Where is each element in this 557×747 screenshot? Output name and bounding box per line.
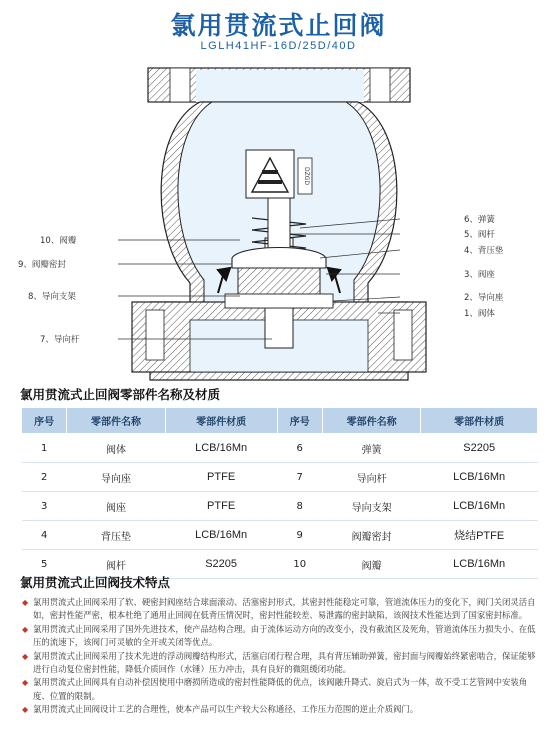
callout-5: 5、阀杆	[464, 230, 495, 240]
part-material: LCB/16Mn	[421, 550, 538, 579]
page-title: 氯用贯流式止回阀	[170, 11, 387, 40]
callout-10: 10、阀瓣	[40, 236, 77, 246]
part-name: 背压垫	[67, 521, 165, 550]
callout-7: 7、导向杆	[40, 335, 80, 345]
part-no: 1	[22, 434, 67, 463]
features-list	[22, 596, 542, 717]
callout-6: 6、弹簧	[464, 215, 495, 225]
part-material: PTFE	[165, 492, 277, 521]
part-material: LCB/16Mn	[421, 463, 538, 492]
part-no: 6	[277, 434, 322, 463]
feature-text: 氯用贯流式止回阀采用了软、硬密封阀座结合球面滚动、活塞密封形式，其密封性能稳定可靠，管道流体压力的变化下，阀门关闭灵活自如，密封性能严密，根本杜绝了通用止回阀在低背压情况时，密封性能较差、易泄露的密封缺陷，该阀技术性能达到了国家密封标准。	[33, 597, 536, 621]
callout-9: 9、阀瓣密封	[18, 260, 66, 270]
part-material: 烧结PTFE	[421, 521, 538, 550]
header-no: 序号	[277, 408, 322, 434]
table-row	[22, 434, 538, 463]
list-item	[22, 703, 542, 716]
part-no: 4	[22, 521, 67, 550]
logo-text: DZGD	[303, 167, 310, 185]
header-material: 零部件材质	[421, 408, 538, 434]
list-item	[22, 676, 542, 703]
part-material: LCB/16Mn	[165, 521, 277, 550]
part-no: 2	[22, 463, 67, 492]
table-row	[22, 521, 538, 550]
part-name: 阀杆	[67, 550, 165, 579]
list-item	[22, 650, 542, 677]
parts-section-title: 氯用贯流式止回阀零部件名称及材质	[20, 387, 221, 402]
callout-2: 2、导向座	[464, 293, 504, 303]
bullet-icon: ◆	[22, 624, 29, 634]
callout-1: 1、阀体	[464, 309, 495, 319]
part-name: 阀瓣密封	[322, 521, 420, 550]
table-row	[22, 463, 538, 492]
part-material: LCB/16Mn	[421, 492, 538, 521]
part-name: 阀座	[67, 492, 165, 521]
part-material: S2205	[421, 434, 538, 463]
part-name: 弹簧	[322, 434, 420, 463]
part-name: 导向杆	[322, 463, 420, 492]
parts-table	[21, 407, 538, 579]
header-no: 序号	[22, 408, 67, 434]
part-name: 导向支架	[322, 492, 420, 521]
model-number: LGLH41HF-16D/25D/40D	[200, 40, 357, 52]
part-no: 10	[277, 550, 322, 579]
table-row	[22, 492, 538, 521]
header-material: 零部件材质	[165, 408, 277, 434]
feature-text: 氯用贯流式止回阀采用了技术先进的浮动阀瓣结构形式，活塞启闭行程合理，具有背压辅助弹簧，密封面与阀瓣始终紧密啮合，保证能够进行自动复位密封性能，降低介质回作（水锤）压力冲击，具有良好的微阻缓闭功能。	[33, 650, 536, 675]
bullet-icon: ◆	[22, 678, 29, 688]
bullet-icon: ◆	[22, 651, 29, 661]
part-name: 导向座	[67, 463, 165, 492]
feature-text: 氯用贯流式止回阀设计工艺的合理性，使本产品可以生产较大公称通径、工作压力范围的逆止介质阀门。	[33, 704, 419, 715]
feature-text: 氯用贯流式止回阀采用了国外先进技术，使产品结构合理。由于流体运动方向的改变小，没有截流区及死角，管道流体压力损失小、在低压的流速下，该阀门可灵敏的全开或关闭等优点。	[33, 623, 536, 648]
valve-cross-section-drawing	[0, 58, 557, 383]
part-material: PTFE	[165, 463, 277, 492]
part-no: 7	[277, 463, 322, 492]
part-material: S2205	[165, 550, 277, 579]
list-item	[22, 623, 542, 650]
part-material: LCB/16Mn	[165, 434, 277, 463]
part-no: 9	[277, 521, 322, 550]
bullet-icon: ◆	[22, 705, 29, 715]
features-section-title: 氯用贯流式止回阀技术特点	[20, 575, 171, 590]
header-part-name: 零部件名称	[67, 408, 165, 434]
bullet-icon: ◆	[22, 598, 29, 607]
callout-4: 4、背压垫	[464, 246, 504, 256]
part-name: 阀瓣	[322, 550, 420, 579]
feature-text: 氯用贯流式止回阀具有自动补偿因使用中磨损所造成的密封性能降低的优点，该阀融升降式、旋启式为一体，故不受工艺管网中安装角度、位置的限制。	[33, 677, 528, 701]
header-part-name: 零部件名称	[322, 408, 420, 434]
parts-table-header	[22, 408, 538, 434]
part-no: 8	[277, 492, 322, 521]
callout-3: 3、阀座	[464, 270, 495, 280]
part-no: 5	[22, 550, 67, 579]
part-name: 阀体	[67, 434, 165, 463]
callout-8: 8、导向支架	[28, 292, 76, 302]
list-item	[22, 596, 542, 623]
part-no: 3	[22, 492, 67, 521]
